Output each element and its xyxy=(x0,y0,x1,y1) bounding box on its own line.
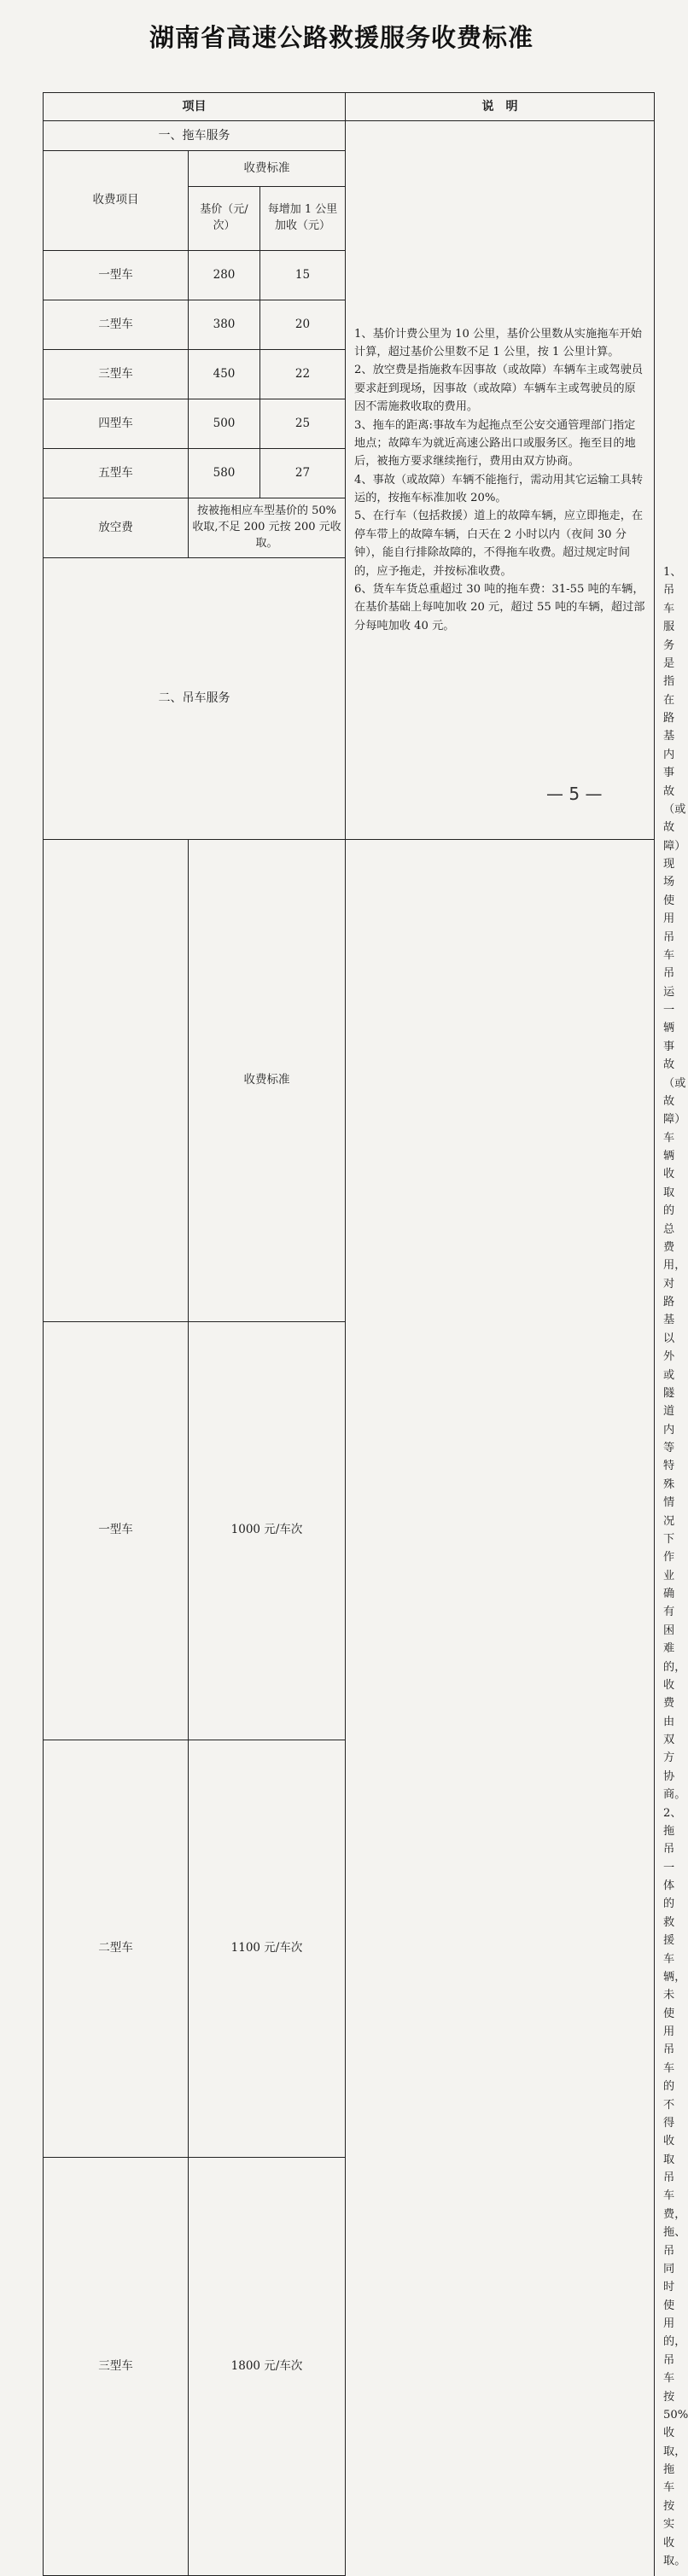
tow-note: 2、放空费是指施救车因事故（或故障）车辆车主或驾驶员要求赶到现场，因事故（或故障）车辆车主或驾驶员的原因不需施救收取的费用。 xyxy=(354,364,644,414)
tow-base-price: 280 xyxy=(189,251,260,300)
tow-note: 4、事故（或故障）车辆不能拖行，需动用其它运输工具转运的，按拖车标准加收 20%。 xyxy=(354,473,644,505)
tow-base-price: 500 xyxy=(189,399,260,449)
tow-note: 6、货车车货总重超过 30 吨的拖车费：31-55 吨的车辆，在基价基础上每吨加收 20 元，超过 55 吨的车辆，超过部分每吨加收 40 元。 xyxy=(354,582,645,632)
empty-fee-label: 放空费 xyxy=(44,498,189,558)
tow-note: 1、基价计费公里为 10 公里，基价公里数从实施拖车开始计算，超过基价公里数不足 1 公里，按 1 公里计算。 xyxy=(354,327,642,359)
fee-table: 项目 说 明 一、拖车服务 1、基价计费公里为 10 公里，基价公里数从实施拖车开始计算，超过基价公里数不足 1 公里，按 1 公里计算。 2、放空费是指施救车因事故（或故障）车辆车主或驾驶员要求赶到现场，因事故（或故障）车辆车主或驾驶员的原因不需施救收取的费用。 3、拖车的距离:事故车为起拖点至公安交通管理部门指定地点；故障车为就近高速公路出口或服务区。拖至目的地后，被拖方要求继续拖行，费用由双方协商。 4、事故（或故障）车辆不能拖行，需动用其它运输工具转运的，按拖车标准加收 20%。 5、在行车（包括救援）道上的故障车辆，应立即拖走，在停车带上的故障车辆，白天在 2 小时以内（夜间 30 分钟），能自行排除故障的，不得拖车收费。超过规定时间的，应予拖走，并按标准收费。 6、货车车货总重超过 30 吨的拖车费：31-55 吨的车辆，在基价基础上每吨加收 20 元，超过 55 吨的车辆，超过部分每吨加收 40 元。 收费项目 收费标准 基价（元/次） 每增加 1 公里加收（元） 一型车 280 15 二型车 380 20 三型车 450 22 四型车 500 25 五型车 580 27 放空费 按被拖相应车型基价的 50%收取,不足 200 元按 200 元收取。 二、吊车服务 1、吊车服务是指在路基内事故（或故障）现场使用吊车吊运一辆事故（或故障）车辆收取的总费用，对路基以外或隧道内等特殊情况下作业确有困难的，收费由双方协商。 2、拖吊一体的救援车辆，未使用吊车的不得收取吊车费，拖、吊同时使用的，吊车按 50%收取，拖车按实收取。 收费标准 一型车 1000 元/车次 二型车 1100 元/车次 三型车 1800 元/车次 xyxy=(43,92,655,2576)
empty-fee-text: 按被拖相应车型基价的 50%收取,不足 200 元按 200 元收取。 xyxy=(189,498,346,558)
tow-vehicle-type: 一型车 xyxy=(44,251,189,300)
crane-section-title xyxy=(44,558,346,840)
tow-base-price: 380 xyxy=(189,300,260,350)
fee-standard-header: 收费标准 xyxy=(189,151,346,187)
crane-price: 1000 元/车次 xyxy=(189,1321,346,1740)
tow-section-title xyxy=(44,121,346,151)
tow-vehicle-type: 三型车 xyxy=(44,350,189,399)
crane-price: 1800 元/车次 xyxy=(189,2158,346,2576)
tow-per-km: 22 xyxy=(260,350,346,399)
page-number: — 5 — xyxy=(546,784,603,804)
per-km-header: 每增加 1 公里加收（元） xyxy=(260,187,346,251)
crane-blank-cell xyxy=(44,839,189,1321)
tow-vehicle-type: 四型车 xyxy=(44,399,189,449)
page-title: 湖南省高速公路救援服务收费标准 xyxy=(149,23,533,52)
crane-vehicle-type: 二型车 xyxy=(44,1740,189,2158)
tow-per-km: 27 xyxy=(260,449,346,498)
tow-per-km: 25 xyxy=(260,399,346,449)
crane-vehicle-type: 一型车 xyxy=(44,1321,189,1740)
crane-price: 1100 元/车次 xyxy=(189,1740,346,2158)
header-notes: 说 明 xyxy=(346,93,655,121)
tow-base-price: 450 xyxy=(189,350,260,399)
tow-vehicle-type: 二型车 xyxy=(44,300,189,350)
tow-section-label: 一、拖车服务 xyxy=(158,128,230,143)
crane-section-label: 二、吊车服务 xyxy=(158,691,230,706)
tow-note: 3、拖车的距离:事故车为起拖点至公安交通管理部门指定地点；故障车为就近高速公路出口或服务区。拖至目的地后，被拖方要求继续拖行，费用由双方协商。 xyxy=(354,418,636,469)
tow-note: 5、在行车（包括救援）道上的故障车辆，应立即拖走，在停车带上的故障车辆，白天在 2 小时以内（夜间 30 分钟），能自行排除故障的，不得拖车收费。超过规定时间的，应予拖走，并按标准收费。 xyxy=(354,510,644,578)
tow-per-km: 20 xyxy=(260,300,346,350)
crane-vehicle-type: 三型车 xyxy=(44,2158,189,2576)
base-price-header: 基价（元/次） xyxy=(189,187,260,251)
fee-item-header: 收费项目 xyxy=(44,151,189,251)
tow-vehicle-type: 五型车 xyxy=(44,449,189,498)
tow-notes xyxy=(346,121,655,840)
tow-base-price: 580 xyxy=(189,449,260,498)
crane-fee-standard-header: 收费标准 xyxy=(189,839,346,1321)
header-item: 项目 xyxy=(44,93,346,121)
tow-per-km: 15 xyxy=(260,251,346,300)
